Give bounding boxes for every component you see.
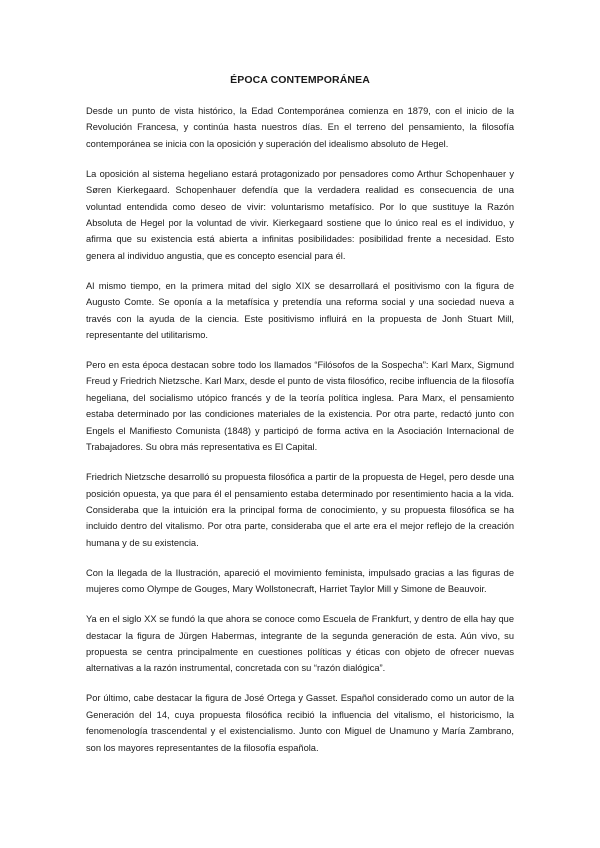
paragraph-ortega-y-gasset: Por último, cabe destacar la figura de José Ortega y Gasset. Español considerado como un autor de la Generación del 14, cuya propuesta filosófica recibió la influencia del vitalismo, el historicismo, la fenomenología trascendental y el existencialismo. Junto con Miguel de Unamuno y María Zambrano, son los mayores representantes de la filosofía española. [86, 693, 514, 753]
paragraph-intro: Desde un punto de vista histórico, la Edad Contemporánea comienza en 1879, con el inicio de la Revolución Francesa, y continúa hasta nuestros días. En el terreno del pensamiento, la filosofía contemporánea se inicia con la oposición y superación del idealismo absoluto de Hegel. [86, 106, 514, 149]
paragraph-opposition-hegel: La oposición al sistema hegeliano estará protagonizado por pensadores como Arthur Schopenhauer y Søren Kierkegaard. Schopenhauer defendía que la verdadera realidad es consecuencia de una voluntad entendida como deseo de vivir: voluntarismo metafísico. Por lo que sustituye la Razón Absoluta de Hegel por la voluntad de vivir. Kierkegaard sostiene que lo único real es el individuo, y afirma que su existencia está abierta a infinitas posibilidades: posibilidad frente a necesidad. Esto genera al individuo angustia, que es concepto esencial para él. [86, 168, 514, 261]
paragraph-nietzsche: Friedrich Nietzsche desarrolló su propuesta filosófica a partir de la propuesta de Hegel, pero desde una posición opuesta, ya que para él el pensamiento estaba determinado por resentimiento hacia a la vida. Consideraba que la intuición era la principal forma de conocimiento, y su propuesta filosófica se ha incluido dentro del vitalismo. Por otra parte, consideraba que el arte era el mejor reflejo de la creación humana y de su existencia. [86, 472, 514, 548]
paragraph-positivism: Al mismo tiempo, en la primera mitad del siglo XIX se desarrollará el positivismo con la figura de Augusto Comte. Se oponía a la metafísica y pretendía una reforma social y una sociedad nueva a través con la ayuda de la ciencia. Este positivismo influirá en la propuesta de Jonh Stuart Mill, representante del utilitarismo. [86, 280, 514, 341]
paragraph-feminism: Con la llegada de la Ilustración, apareció el movimiento feminista, impulsado gracias a las figuras de mujeres como Olympe de Gouges, Mary Wollstonecraft, Harriet Taylor Mill y Simone de Beauvoir. [86, 567, 514, 595]
paragraph-frankfurt-school: Ya en el siglo XX se fundó la que ahora se conoce como Escuela de Frankfurt, y dentro de ella hay que destacar la figura de Jürgen Habermas, integrante de la segunda generación de esta. Aún vivo, su propuesta se centra principalmente en cuestiones políticas y éticas con objeto de ofrecer nuevas alternativas a la razón instrumental, concretada con su “razón dialógica”. [86, 614, 514, 674]
paragraph-suspicion-philosophers: Pero en esta época destacan sobre todo los llamados “Filósofos de la Sospecha”: Karl Marx, Sigmund Freud y Friedrich Nietzsche. Karl Marx, desde el punto de vista filosófico, recibe influencia de la filosofía hegeliana, del socialismo utópico francés y de la teoría política inglesa. Para Marx, el pensamiento estaba determinado por las condiciones materiales de la existencia. Por otra parte, redactó junto con Engels el Manifiesto Comunista (1848) y participó de forma activa en la Asociación Internacional de Trabajadores. Su obra más representativa es El Capital. [86, 360, 514, 453]
page-title: ÉPOCA CONTEMPORÁNEA [230, 74, 370, 86]
